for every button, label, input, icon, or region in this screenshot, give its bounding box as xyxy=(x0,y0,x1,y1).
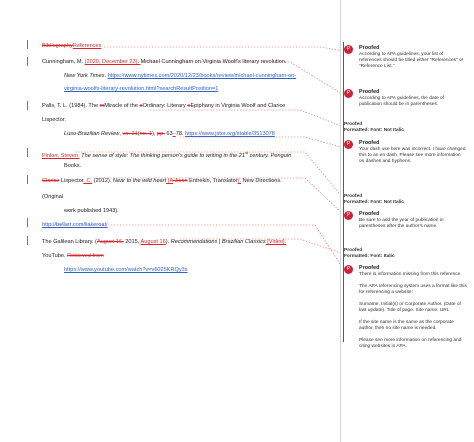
deleted-text: no. 1 xyxy=(139,131,153,137)
ref-url-link[interactable]: https://www.jstor.org/stable/3513078 xyxy=(185,131,275,137)
formatting-author: Proofed xyxy=(344,194,363,199)
connector-line xyxy=(95,178,344,215)
ref-title: Near to the wild heart xyxy=(112,178,167,184)
reviewer-avatar: P xyxy=(344,89,353,98)
formatting-value: Formatted: Font: Italic xyxy=(344,254,395,259)
ref-text: ( xyxy=(137,131,140,137)
ref-text: Epiphany in Virginia Woolf and Clarice xyxy=(190,103,286,109)
formatting-note[interactable] xyxy=(344,122,404,134)
inserted-text: Pinker, Steven. xyxy=(42,152,80,159)
ref-title: Brazilian Classics xyxy=(221,239,266,245)
inserted-text: August 16 xyxy=(140,239,166,245)
ref-text: work published 1943). xyxy=(64,208,119,214)
ref-text: ). xyxy=(165,239,171,245)
comment-3[interactable] xyxy=(344,140,472,182)
formatting-value: Formatted: Font: Not Italic xyxy=(344,128,404,133)
deleted-text: Jison xyxy=(172,178,188,184)
reviewer-avatar: P xyxy=(344,211,353,220)
ref-text: Lispector. xyxy=(42,117,66,123)
ref-text: Entrekin, Translator xyxy=(187,178,238,184)
ref-title: Recommendations xyxy=(170,239,218,245)
inserted-text: ). xyxy=(237,178,242,184)
comment-author: Proofed xyxy=(359,140,380,146)
deleted-text: Retrieved from xyxy=(67,253,104,259)
ref-journal: Luso-Brazilian Review xyxy=(64,131,120,137)
ref-text: | xyxy=(217,239,222,245)
ref-separator: . xyxy=(104,73,108,79)
ref-author: Palls, T. L. (1984). The xyxy=(42,103,100,109)
ref-text: Ordinary: Literary xyxy=(142,103,188,109)
superscript: st xyxy=(244,150,249,155)
connector-line xyxy=(138,62,344,95)
ref-text: Books. xyxy=(64,163,82,169)
ref-url-link[interactable]: http://bellarr.com/liakeroat/ xyxy=(42,222,108,228)
reviewer-avatar: P xyxy=(344,140,353,149)
deleted-text: o xyxy=(139,103,143,109)
ref-text: (Original xyxy=(42,194,64,200)
comment-4[interactable] xyxy=(344,211,472,239)
comment-body: According to APA guidelines, the date of publication should be in parentheses. xyxy=(359,96,444,107)
deleted-text: Clarice xyxy=(42,178,60,184)
ref-text: 2015, xyxy=(123,239,141,245)
ref-source: New York Times xyxy=(64,73,105,79)
reviewer-avatar: P xyxy=(344,265,353,274)
ref-text: Lispector xyxy=(59,178,84,184)
deleted-text: August 16, xyxy=(96,239,124,245)
comment-body: Be sure to add the year of publication in parentheses after the author’s name. xyxy=(359,218,444,229)
connector-line xyxy=(104,47,344,51)
inserted-text: – xyxy=(172,131,176,137)
inserted-text: [Video]. xyxy=(265,239,287,245)
ref-author: Cunningham, M. xyxy=(42,59,85,65)
comment-body: Your dash use here was incorrect. I have changed this to an en dash. Please see more information on dashes and hyphens. xyxy=(359,147,466,164)
comment-author: Proofed xyxy=(359,45,380,51)
ref-text: Miracle of the xyxy=(104,103,140,109)
ref-text: YouTube. xyxy=(42,253,68,259)
inserted-heading: References xyxy=(72,43,102,49)
ref-title: The sense of style: The thinking person’s guide to writing in the 21 xyxy=(79,152,245,159)
comment-1[interactable] xyxy=(344,45,472,75)
inserted-text: , C. xyxy=(83,178,93,184)
deleted-text: m xyxy=(99,103,105,109)
comment-author: Proofed xyxy=(359,89,380,95)
connector-line xyxy=(42,225,344,270)
deleted-text: vo. 21 xyxy=(122,131,138,137)
comment-body: There is information missing from this reference. The APA referencing system uses a format like this for referencing a website: Surname, Initial(s) or Corporate Author. (Date of last update). Title of page. Site name. URL If the site name is the same as the corporate author, then no site name is needed. Please see more information on referencing and citing websites in APA. xyxy=(359,272,467,349)
deleted-text: pp. xyxy=(157,131,165,137)
ref-text: 63 xyxy=(164,131,173,137)
comment-author: Proofed xyxy=(359,211,380,217)
ref-url-link[interactable]: https://www.youtube.com/watch?v=v6025KRQy3s xyxy=(64,267,188,273)
comment-author: Proofed xyxy=(359,265,380,271)
ref-url-link[interactable]: virginia-woolfs-literary-revolution.html?searchResultPosition=1 xyxy=(64,86,219,92)
reviewer-avatar: P xyxy=(344,45,353,54)
ref-date-inserted: (2020, December 23). xyxy=(84,59,141,65)
comment-2[interactable] xyxy=(344,89,472,117)
formatting-value: Formatted: Font: Not Italic xyxy=(344,200,404,205)
deleted-text: e xyxy=(187,103,191,109)
inserted-text: (A xyxy=(166,178,173,184)
ref-text: , xyxy=(119,131,123,137)
formatting-author: Proofed xyxy=(344,122,363,127)
ref-url-link[interactable]: https://www.nytimes.com/2020/12/23/books/review/michael-cunningham-on- xyxy=(107,73,297,79)
formatting-note[interactable] xyxy=(344,248,395,260)
ref-text: The Galilean Library. ( xyxy=(42,239,97,245)
comment-body: According to APA guidelines, your list of references should be titled either “References” or “Reference List.” xyxy=(359,52,464,69)
ref-text: New Directions. xyxy=(241,178,282,184)
ref-text: ), xyxy=(152,131,158,137)
ref-title: Michael Cunningham on Virginia Woolf’s literary revolution. xyxy=(140,59,287,65)
connector-line xyxy=(180,137,344,148)
connector-line xyxy=(150,110,344,127)
connector-line xyxy=(75,152,344,199)
ref-title: century. Penguin xyxy=(248,152,292,159)
deleted-heading: Bibliography xyxy=(42,43,73,49)
connector-line xyxy=(180,239,344,254)
comment-5[interactable] xyxy=(344,265,472,365)
formatting-author: Proofed xyxy=(344,248,363,253)
ref-text: 78. xyxy=(175,131,186,137)
ref-text: (2012). xyxy=(92,178,113,184)
formatting-note[interactable] xyxy=(344,194,404,206)
